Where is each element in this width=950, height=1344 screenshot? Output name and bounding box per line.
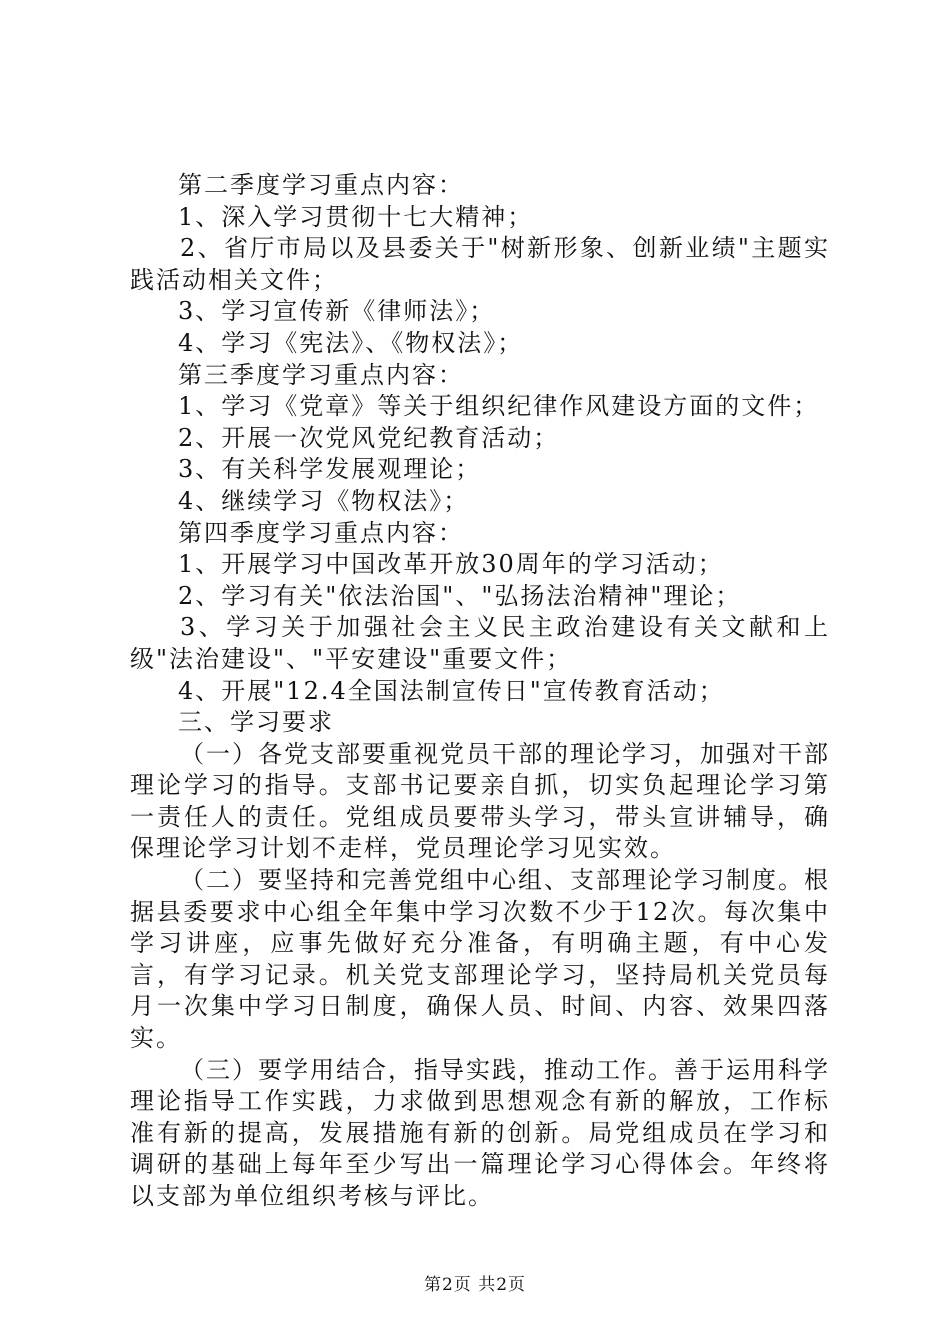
list-item: 4、开展"12.4全国法制宣传日"宣传教育活动； <box>178 676 725 705</box>
list-item: 3、学习宣传新《律师法》； <box>178 297 496 326</box>
list-item: 2、省厅市局以及县委关于"树新形象、创新业绩"主题实践活动相关文件； <box>130 234 830 294</box>
paragraph: （二）要坚持和完善党组中心组、支部理论学习制度。根据县委要求中心组全年集中学习次数不少于12次。每次集中学习讲座，应事先做好充分准备，有明确主题，有中心发言，有学习记录。机关党支部理论学习，坚持局机关党员每月一次集中学习日制度，确保人员、时间、内容、效果四落实。 <box>130 866 830 1053</box>
section-heading-q3: 第三季度学习重点内容： <box>178 360 464 389</box>
page-number: 第2页 共2页 <box>423 1275 527 1295</box>
list-item: 3、有关科学发展观理论； <box>178 455 482 484</box>
document-body <box>130 170 830 1213</box>
list-item: 4、继续学习《物权法》； <box>178 486 470 515</box>
list-item: 2、学习有关"依法治国"、"弘扬法治精神"理论； <box>178 581 742 610</box>
list-item: 3、学习关于加强社会主义民主政治建设有关文献和上级"法治建设"、"平安建设"重要文件； <box>130 613 830 673</box>
paragraph: （三）要学用结合，指导实践，推动工作。善于运用科学理论指导工作实践，力求做到思想观念有新的解放，工作标准有新的提高，发展措施有新的创新。局党组成员在学习和调研的基础上每年至少写出一篇理论学习心得体会。年终将以支部为单位组织考核与评比。 <box>130 1055 830 1210</box>
paragraph: （一）各党支部要重视党员干部的理论学习，加强对干部理论学习的指导。支部书记要亲自抓，切实负起理论学习第一责任人的责任。党组成员要带头学习，带头宣讲辅导，确保理论学习计划不走样，党员理论学习见实效。 <box>130 739 830 863</box>
section-heading-q2: 第二季度学习重点内容： <box>178 171 464 199</box>
section-heading-q4: 第四季度学习重点内容： <box>178 518 464 547</box>
list-item: 4、学习《宪法》、《物权法》； <box>178 328 524 357</box>
list-item: 2、开展一次党风党纪教育活动； <box>178 423 560 452</box>
section-heading-requirements: 三、学习要求 <box>178 708 334 737</box>
list-item: 1、开展学习中国改革开放30周年的学习活动； <box>178 550 724 579</box>
list-item: 1、深入学习贯彻十七大精神； <box>178 202 534 231</box>
list-item: 1、学习《党章》等关于组织纪律作风建设方面的文件； <box>178 392 820 421</box>
